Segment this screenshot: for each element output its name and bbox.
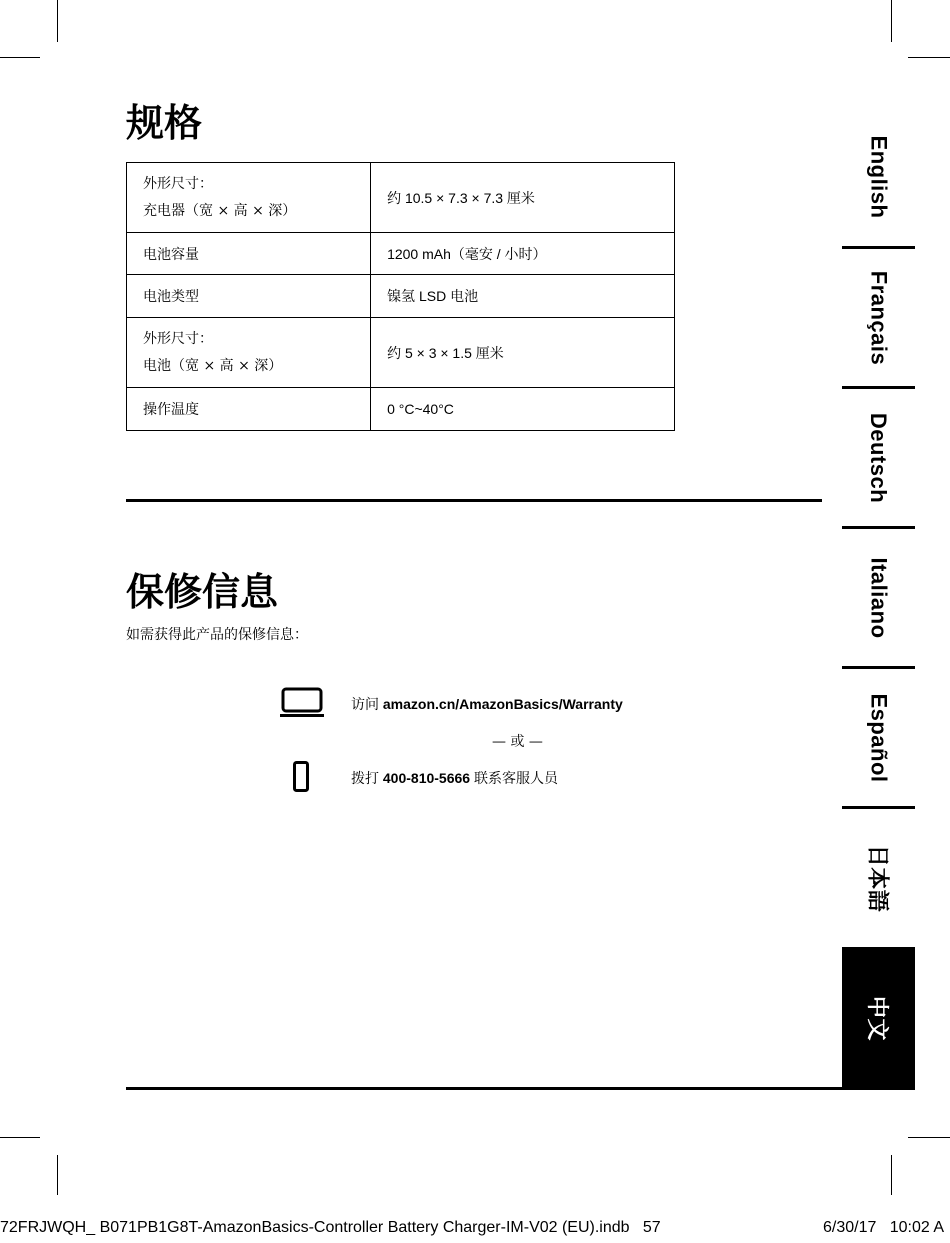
phone-icon — [293, 761, 309, 798]
spec-label — [127, 318, 371, 388]
warranty-web-contact — [351, 694, 623, 714]
table-row — [127, 163, 675, 233]
spec-value: 约 10.5 × 7.3 × 7.3 厘米 — [371, 163, 675, 233]
spec-value: 约 5 × 3 × 1.5 厘米 — [371, 318, 675, 388]
spec-value: 1200 mAh（毫安 / 小时） — [371, 233, 675, 275]
crop-mark — [57, 1155, 58, 1195]
web-lead-text: 访问 — [351, 697, 379, 713]
tab-label: English — [866, 135, 892, 219]
crop-mark — [0, 1137, 40, 1138]
table-row — [127, 388, 675, 431]
tab-label: Italiano — [866, 557, 892, 639]
spec-label: 操作温度 — [127, 388, 371, 431]
tab-italian[interactable] — [842, 528, 915, 668]
specs-table — [126, 162, 675, 431]
spec-label: 电池类型 — [127, 275, 371, 318]
tab-german[interactable] — [842, 388, 915, 528]
table-row — [127, 318, 675, 388]
tab-label: Français — [866, 270, 892, 366]
phone-tail-text: 联系客服人员 — [473, 771, 558, 787]
spec-label-line: 外形尺寸： — [143, 330, 213, 347]
table-row — [127, 233, 675, 275]
crop-mark — [57, 0, 58, 42]
spec-label: 电池容量 — [127, 233, 371, 275]
tab-label: 中文 — [864, 995, 890, 1041]
tab-label: Español — [866, 693, 892, 783]
spec-label-line: 电池（宽 × 高 × 深） — [143, 357, 283, 374]
tab-english[interactable] — [842, 107, 915, 247]
crop-mark — [908, 1137, 950, 1138]
laptop-icon — [280, 687, 324, 724]
spec-value: 0 °C~40°C — [371, 388, 675, 431]
crop-mark — [891, 1155, 892, 1195]
spec-label — [127, 163, 371, 233]
tab-japanese[interactable] — [842, 808, 915, 948]
crop-mark — [908, 57, 950, 58]
spec-label-line: 充电器（宽 × 高 × 深） — [143, 202, 297, 219]
page-bottom-rule — [126, 1087, 915, 1090]
crop-mark — [891, 0, 892, 42]
phone-number: 400-810-5666 — [382, 770, 471, 786]
print-file-info: 72FRJWQH_ B071PB1G8T-AmazonBasics-Controller Battery Charger-IM-V02 (EU).indb 57 — [0, 1219, 661, 1236]
tab-label: Deutsch — [866, 412, 892, 504]
crop-mark — [0, 57, 40, 58]
or-divider: — 或 — — [492, 734, 543, 750]
warranty-url-link[interactable]: amazon.cn/AmazonBasics/Warranty — [382, 696, 623, 712]
tab-french[interactable] — [842, 248, 915, 388]
print-timestamp: 6/30/17 10:02 A — [823, 1219, 944, 1236]
warranty-intro: 如需获得此产品的保修信息： — [126, 627, 308, 643]
tab-label: 日本語 — [864, 844, 890, 912]
tab-spanish[interactable] — [842, 668, 915, 808]
table-row — [127, 275, 675, 318]
phone-lead-text: 拨打 — [351, 771, 379, 787]
warranty-phone-contact — [351, 768, 558, 788]
spec-value: 镍氢 LSD 电池 — [371, 275, 675, 318]
tab-chinese[interactable] — [842, 947, 915, 1089]
warranty-title: 保修信息 — [126, 569, 279, 614]
spec-label-line: 外形尺寸： — [143, 175, 213, 192]
section-divider — [126, 499, 822, 502]
specs-title: 规格 — [126, 100, 203, 145]
